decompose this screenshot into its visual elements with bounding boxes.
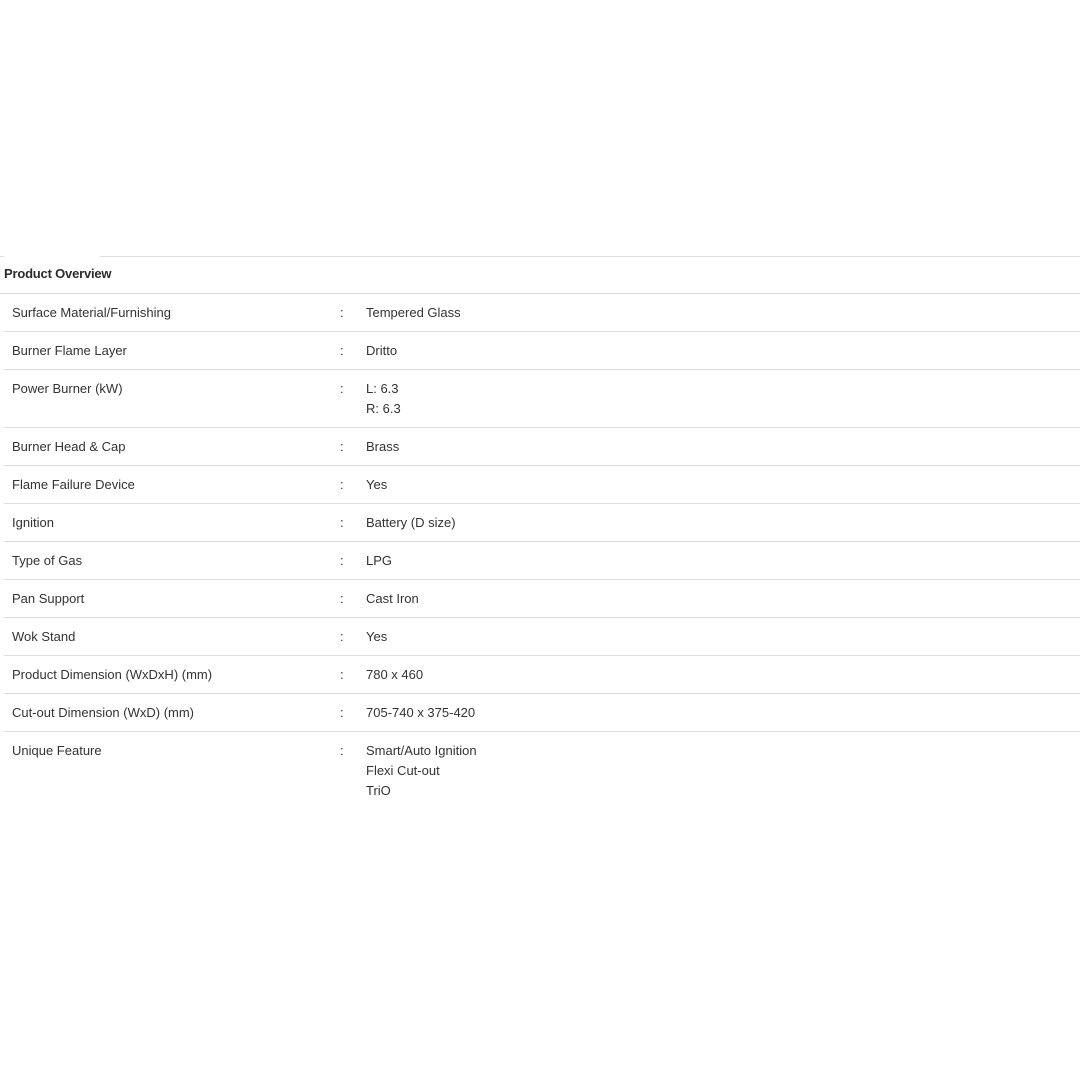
spec-row: [4, 694, 1080, 732]
spec-separator: :: [340, 553, 344, 568]
spec-values: [366, 703, 1080, 723]
spec-values: [366, 589, 1080, 609]
spec-value: Cast Iron: [366, 591, 419, 606]
spec-label: Unique Feature: [12, 743, 102, 758]
spec-value: Dritto: [366, 343, 398, 358]
spec-separator: :: [340, 667, 344, 682]
spec-value: Yes: [366, 477, 388, 492]
spec-separator: :: [340, 477, 344, 492]
spec-value: Yes: [366, 629, 388, 644]
spec-value: R: 6.3: [366, 401, 401, 416]
spec-row: [4, 618, 1080, 656]
spec-label: Type of Gas: [12, 553, 83, 568]
spec-label: Product Dimension (WxDxH) (mm): [12, 667, 213, 682]
spec-values: [366, 341, 1080, 361]
spec-row: [4, 332, 1080, 370]
spec-separator: :: [340, 591, 344, 606]
spec-separator: :: [340, 629, 344, 644]
spec-separator: :: [340, 743, 344, 758]
spec-values: [366, 627, 1080, 647]
section-title: Product Overview: [4, 266, 112, 281]
spec-label: Burner Flame Layer: [12, 343, 127, 358]
spec-row: [4, 732, 1080, 809]
spec-label: Cut-out Dimension (WxD) (mm): [12, 705, 195, 720]
spec-label: Wok Stand: [12, 629, 76, 644]
spec-values: [366, 741, 1080, 801]
tab-product-overview[interactable]: [4, 256, 100, 258]
spec-separator: :: [340, 381, 344, 396]
spec-row: [4, 580, 1080, 618]
spec-row: [4, 294, 1080, 332]
spec-values: [366, 513, 1080, 533]
spec-value: Smart/Auto Ignition: [366, 743, 477, 758]
spec-label: Surface Material/Furnishing: [12, 305, 171, 320]
spec-value: Brass: [366, 439, 400, 454]
spec-label: Power Burner (kW): [12, 381, 123, 396]
spec-table: [4, 294, 1080, 809]
spec-values: [366, 475, 1080, 495]
spec-value: LPG: [366, 553, 393, 568]
spec-values: [366, 303, 1080, 323]
spec-row: [4, 428, 1080, 466]
spec-values: [366, 551, 1080, 571]
spec-row: [4, 466, 1080, 504]
spec-row: [4, 542, 1080, 580]
spec-value: 705-740 x 375-420: [366, 705, 476, 720]
spec-value: Tempered Glass: [366, 305, 461, 320]
spec-values: [366, 437, 1080, 457]
spec-value: Battery (D size): [366, 515, 456, 530]
spec-separator: :: [340, 705, 344, 720]
tab-strip: [0, 246, 1080, 257]
spec-row: [4, 656, 1080, 694]
spec-separator: :: [340, 515, 344, 530]
spec-label: Pan Support: [12, 591, 85, 606]
spec-label: Ignition: [12, 515, 54, 530]
spec-value: TriO: [366, 783, 391, 798]
spec-separator: :: [340, 305, 344, 320]
spec-row: [4, 370, 1080, 428]
spec-value: L: 6.3: [366, 381, 399, 396]
spec-label: Flame Failure Device: [12, 477, 135, 492]
spec-values: [366, 665, 1080, 685]
spec-value: Flexi Cut-out: [366, 763, 440, 778]
spec-value: 780 x 460: [366, 667, 424, 682]
spec-values: [366, 379, 1080, 419]
spec-label: Burner Head & Cap: [12, 439, 126, 454]
spec-separator: :: [340, 343, 344, 358]
spec-separator: :: [340, 439, 344, 454]
spec-row: [4, 504, 1080, 542]
